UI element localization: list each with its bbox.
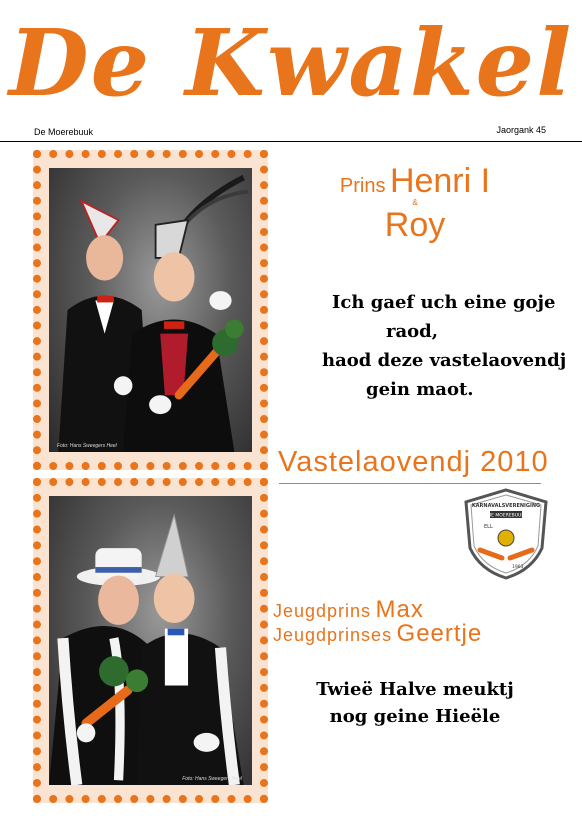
youth-photo — [49, 496, 252, 785]
youth-princess-label: Jeugdprinses — [273, 625, 393, 645]
prince-name: Henri I — [389, 162, 491, 200]
youth-prince-name: Max — [375, 596, 424, 623]
prince-photo — [49, 168, 252, 452]
youth-motto-line: Twieë Halve meuktj — [316, 679, 514, 700]
season-underline — [279, 483, 541, 484]
motto-line: gein maot. — [366, 379, 474, 400]
prince-prefix: Prins — [339, 175, 386, 197]
logo-club-name: DE MOEREBUUK — [487, 513, 525, 519]
prince-heading — [280, 162, 550, 201]
logo-place: ELL — [484, 524, 493, 530]
publisher-label: De Moerebuuk — [34, 127, 94, 137]
prince-photo-frame — [33, 150, 268, 470]
youth-motto-line: nog geine Hieële — [329, 706, 501, 727]
motto-line: Ich gaef uch eine goje — [332, 292, 556, 313]
season-title: Vastelaovendj 2010 — [278, 446, 549, 478]
motto-line: haod deze vastelaovendj — [322, 350, 567, 371]
header-rule — [0, 141, 582, 142]
youth-prince-label: Jeugdprins — [273, 601, 372, 621]
youth-princess-name: Geertje — [396, 620, 483, 647]
prince-photo-illustration — [49, 168, 252, 452]
motto-line: raod, — [386, 321, 439, 342]
youth-photo-frame — [33, 478, 268, 803]
prince-ampersand: & — [412, 198, 418, 207]
club-logo — [462, 488, 550, 580]
youth-princess-line — [273, 620, 482, 648]
prince-photo-credit: Foto: Hans Sweegers Heel — [57, 443, 117, 449]
volume-label: Jaorgank 45 — [496, 125, 546, 135]
logo-year: 1963 — [512, 565, 524, 570]
logo-ring-text: KARNAVALSVERENIGING — [471, 503, 541, 509]
youth-photo-credit: Foto: Hans Sweegers Heel — [182, 776, 242, 782]
youth-photo-illustration — [49, 496, 252, 785]
youth-motto — [285, 676, 545, 730]
masthead-title: De Kwakel — [8, 9, 574, 117]
partner-name: Roy — [384, 206, 446, 244]
motto-text — [300, 288, 567, 404]
